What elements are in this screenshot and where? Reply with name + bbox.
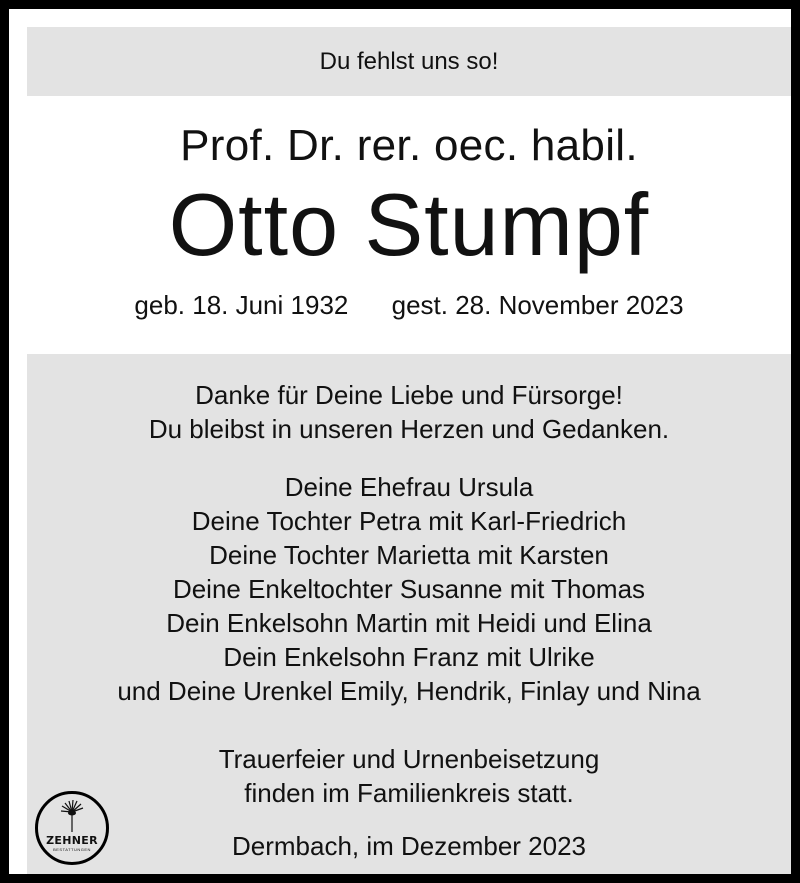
family-member: Deine Ehefrau Ursula: [284, 472, 534, 502]
banner: [27, 27, 791, 96]
banner-text: Du fehlst uns so!: [319, 47, 499, 75]
academic-title: Prof. Dr. rer. oec. habil.: [180, 121, 638, 170]
family-member: Dein Enkelsohn Franz mit Ulrike: [223, 642, 595, 672]
place-date: Dermbach, im Dezember 2023: [231, 831, 587, 861]
ceremony-notice: [27, 742, 791, 810]
thanks-line: Danke für Deine Liebe und Fürsorge!: [195, 380, 623, 410]
death-date: gest. 28. November 2023: [391, 290, 684, 320]
family-member: Deine Tochter Marietta mit Karsten: [209, 540, 609, 570]
thanks-line: Du bleibst in unseren Herzen und Gedanken.: [148, 414, 670, 444]
family-member: Deine Tochter Petra mit Karl-Friedrich: [191, 506, 627, 536]
logo-subtitle: BESTATTUNGEN: [53, 847, 91, 852]
family-member: und Deine Urenkel Emily, Hendrik, Finlay und Nina: [117, 676, 701, 706]
deceased-name: Otto Stumpf: [168, 175, 650, 274]
family-member: Dein Enkelsohn Martin mit Heidi und Elina: [166, 608, 652, 638]
ceremony-line: finden im Familienkreis statt.: [244, 778, 574, 808]
message-panel: [27, 354, 791, 874]
birth-date: geb. 18. Juni 1932: [134, 290, 349, 320]
funeral-home-logo: [35, 791, 109, 865]
logo-name: ZEHNER: [46, 834, 98, 847]
family-list: [27, 470, 791, 708]
life-dates: [9, 290, 800, 321]
thanks-block: [27, 378, 791, 446]
ceremony-line: Trauerfeier und Urnenbeisetzung: [218, 744, 600, 774]
family-member: Deine Enkeltochter Susanne mit Thomas: [172, 574, 646, 604]
